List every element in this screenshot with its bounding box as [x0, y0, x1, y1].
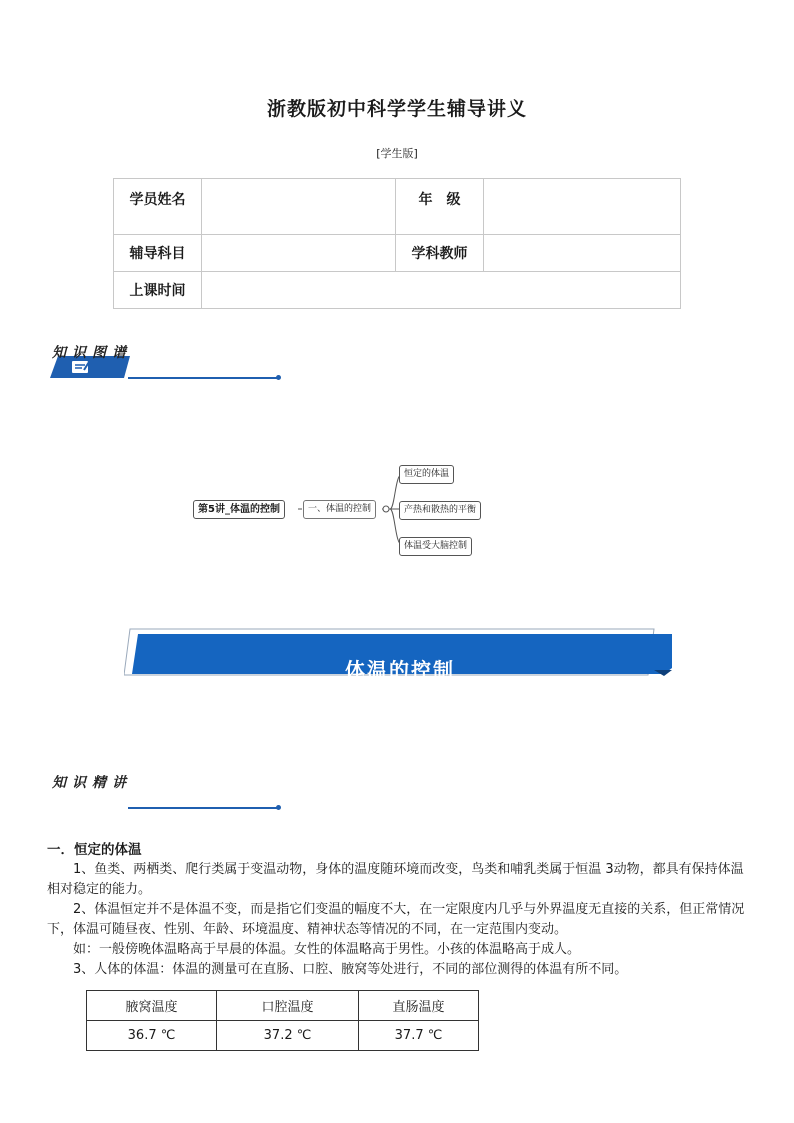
paragraph: 2、体温恒定并不是体温不变，而是指它们变温的幅度不大，在一定限度内几乎与外界温度无直接的关系，但正常情况下，体温可随昼夜、性别、年龄、环境温度、精神状态等情况的不同，在一定范围内变动。 — [47, 902, 745, 937]
subject-field[interactable] — [202, 235, 396, 272]
paragraph: 如：一般傍晚体温略高于早晨的体温。女性的体温略高于男性。小孩的体温略高于成人。 — [73, 942, 581, 957]
class-time-field[interactable] — [202, 272, 681, 309]
section-underline — [128, 377, 278, 379]
section-underline — [128, 807, 278, 809]
table-header-cell: 直肠温度 — [359, 991, 479, 1021]
mindmap-leaf-node: 体温受大脑控制 — [399, 537, 472, 556]
section-title: 知识精讲 — [52, 775, 132, 791]
mindmap-branch-node: 一、体温的控制 — [303, 500, 376, 519]
student-name-field[interactable] — [202, 179, 396, 235]
student-name-label: 学员姓名 — [114, 179, 202, 235]
mindmap-leaf-node: 恒定的体温 — [399, 465, 454, 484]
topic-banner — [124, 628, 676, 682]
section-underline-dot — [276, 375, 281, 380]
section-header-knowledge-detail — [50, 775, 230, 810]
mindmap-root-node: 第5讲_体温的控制 — [193, 500, 285, 519]
mindmap-leaf-node: 产热和散热的平衡 — [399, 501, 481, 520]
subject-label: 辅导科目 — [114, 235, 202, 272]
body-temperature-table — [86, 990, 479, 1051]
paragraph: 1、鱼类、两栖类、爬行类属于变温动物，身体的温度随环境而改变，鸟类和哺乳类属于恒温 3动物，都具有保持体温相对稳定的能力。 — [47, 862, 744, 897]
section-title: 知识图谱 — [52, 345, 132, 361]
class-time-label: 上课时间 — [114, 272, 202, 309]
section-header-knowledge-map — [50, 345, 230, 380]
table-header-cell: 腋窝温度 — [87, 991, 217, 1021]
table-value-cell: 37.2 ℃ — [217, 1021, 359, 1051]
document-subtitle: [学生版] — [376, 147, 418, 160]
section-underline-dot — [276, 805, 281, 810]
teacher-label: 学科教师 — [396, 235, 484, 272]
grade-field[interactable] — [484, 179, 681, 235]
content-heading: 一．恒定的体温 — [47, 842, 142, 858]
banner-title: 体温的控制 — [345, 658, 455, 682]
table-value-cell: 37.7 ℃ — [359, 1021, 479, 1051]
student-info-table — [113, 178, 681, 309]
paragraph: 3、人体的体温：体温的测量可在直肠、口腔、腋窝等处进行，不同的部位测得的体温有所不同。 — [73, 962, 628, 977]
table-header-cell: 口腔温度 — [217, 991, 359, 1021]
grade-label: 年 级 — [396, 179, 484, 235]
content-body — [47, 840, 747, 980]
document-title: 浙教版初中科学学生辅导讲义 — [266, 98, 527, 120]
teacher-field[interactable] — [484, 235, 681, 272]
table-value-cell: 36.7 ℃ — [87, 1021, 217, 1051]
